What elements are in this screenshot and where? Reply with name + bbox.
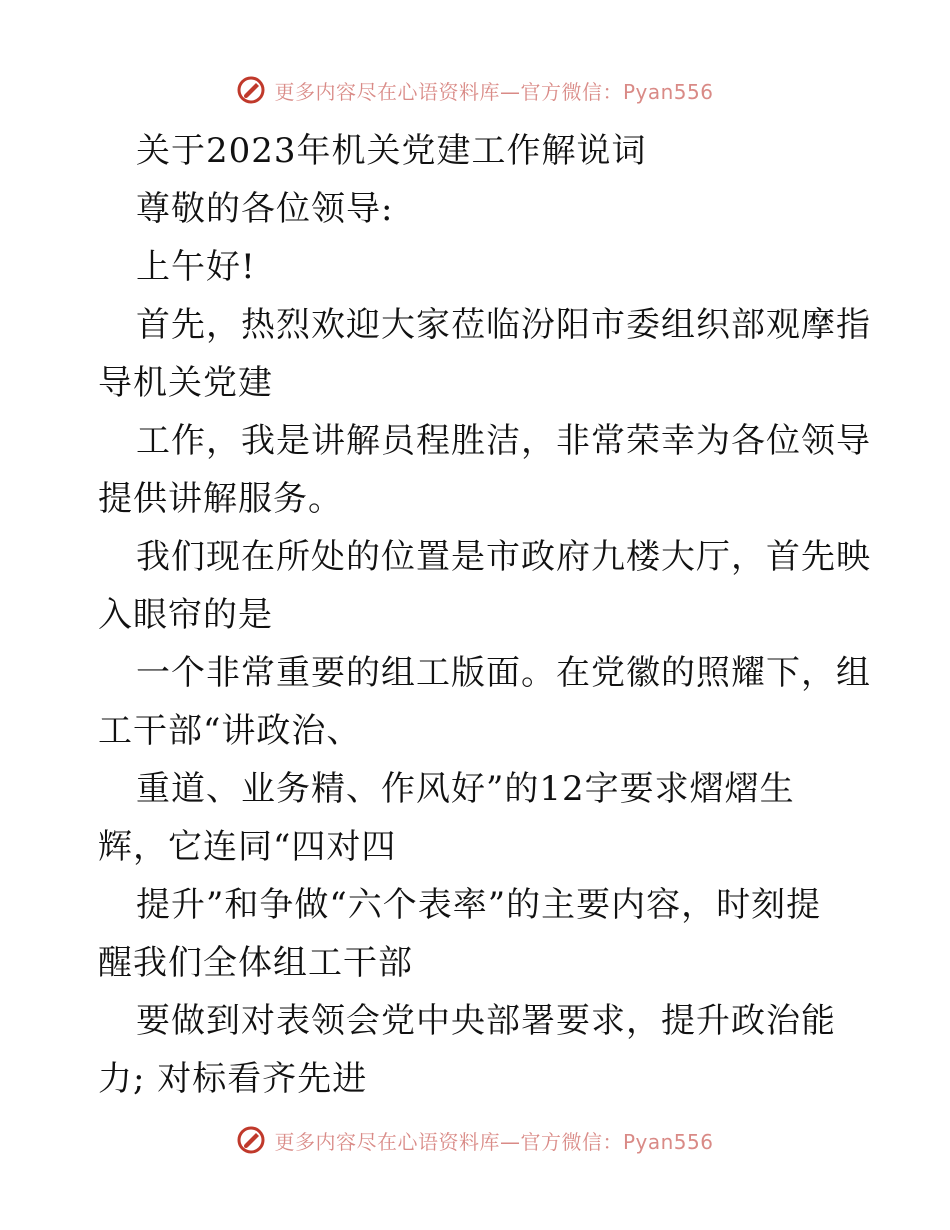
footer-watermark-banner	[0, 1120, 950, 1160]
paragraph-line: 力; 对标看齐先进	[98, 1059, 368, 1099]
footer-watermark-text: 更多内容尽在心语资料库—官方微信：Pyan556	[274, 1129, 714, 1154]
paragraph-line: 我们现在所处的位置是市政府九楼大厅，首先映	[136, 537, 871, 577]
paragraph-line: 重道、业务精、作风好”的12字要求熠熠生	[136, 769, 795, 809]
salutation-line: 尊敬的各位领导:	[136, 189, 394, 229]
paragraph-line: 辉，它连同“四对四	[98, 827, 397, 867]
paragraph-line: 首先，热烈欢迎大家莅临汾阳市委组织部观摩指	[136, 305, 871, 345]
paragraph-line: 工干部“讲政治、	[98, 711, 362, 751]
document-title: 关于2023年机关党建工作解说词	[136, 131, 647, 171]
paragraph-line: 要做到对表领会党中央部署要求，提升政治能	[136, 1001, 836, 1041]
brand-logo-icon	[236, 1125, 266, 1155]
paragraph-line: 提供讲解服务。	[98, 479, 343, 519]
paragraph-line: 导机关党建	[98, 363, 273, 403]
paragraph-line: 入眼帘的是	[98, 595, 273, 635]
header-watermark-text: 更多内容尽在心语资料库—官方微信：Pyan556	[274, 79, 714, 104]
document-body	[98, 122, 871, 1108]
header-watermark-banner	[0, 70, 950, 110]
greeting-line: 上午好!	[136, 247, 256, 287]
paragraph-line: 醒我们全体组工干部	[98, 943, 413, 983]
paragraph-line: 提升”和争做“六个表率”的主要内容，时刻提	[136, 885, 822, 925]
paragraph-line: 工作，我是讲解员程胜洁，非常荣幸为各位领导	[136, 421, 871, 461]
paragraph-line: 一个非常重要的组工版面。在党徽的照耀下，组	[136, 653, 871, 693]
brand-logo-icon	[236, 75, 266, 105]
